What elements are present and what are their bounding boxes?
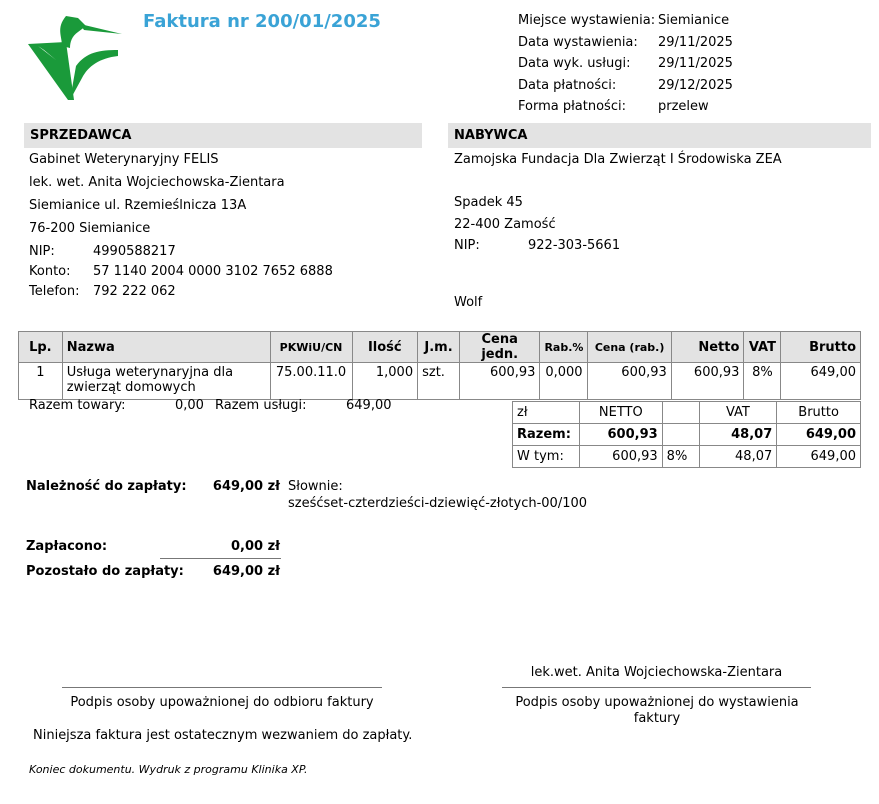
- col-pkwiu: PKWiU/CN: [270, 332, 352, 363]
- cell-unit: szt.: [418, 363, 460, 400]
- seller-nip-label: NIP:: [29, 244, 55, 259]
- issuer-signature-line: [502, 687, 811, 688]
- meta-row: Data wystawienia: 29/11/2025: [518, 34, 733, 50]
- col-price: Cena jedn.: [459, 332, 539, 363]
- col-vat: VAT: [744, 332, 781, 363]
- col-qty: Ilość: [352, 332, 418, 363]
- cell-brutto: 649,00: [781, 363, 861, 400]
- remaining-value: 649,00 zł: [212, 564, 280, 579]
- seller-tel-label: Telefon:: [29, 284, 80, 299]
- summary-total-netto: 600,93: [579, 424, 662, 446]
- final-notice: Niniejsza faktura jest ostatecznym wezwaniem do zapłaty.: [33, 728, 413, 743]
- table-row: [19, 363, 861, 400]
- summary-currency: zł: [513, 402, 580, 424]
- col-brutto: Brutto: [781, 332, 861, 363]
- meta-row: Forma płatności: przelew: [518, 99, 709, 114]
- cell-netto: 600,93: [671, 363, 744, 400]
- summary-h-netto: NETTO: [579, 402, 662, 424]
- issuer-signature-caption: Podpis osoby upoważnionej do wystawienia faktury: [515, 695, 799, 726]
- seller-nip: 4990588217: [93, 244, 176, 259]
- seller-street: Siemianice ul. Rzemieślnicza 13A: [29, 198, 247, 213]
- goods-total-label: Razem towary:: [29, 398, 126, 413]
- summary-wtym-vat: 48,07: [699, 446, 777, 468]
- services-total-label: Razem usługi:: [215, 398, 307, 413]
- divider: [160, 558, 281, 559]
- summary-total-row: [513, 424, 861, 446]
- seller-person: lek. wet. Anita Wojciechowska-Zientara: [29, 175, 285, 190]
- receiver-signature-caption: Podpis osoby upoważnionej do odbioru faktury: [70, 695, 374, 710]
- buyer-extra: Wolf: [454, 295, 483, 310]
- words-value: sześćset-czterdzieści-dziewięć-złotych-00/100: [288, 496, 588, 511]
- paid-value: 0,00 zł: [231, 539, 280, 554]
- goods-total-value: 0,00: [175, 398, 204, 413]
- summary-total-label: Razem:: [513, 424, 580, 446]
- seller-name: Gabinet Weterynaryjny FELIS: [29, 152, 219, 167]
- receiver-signature-line: [62, 687, 382, 688]
- buyer-block: [454, 152, 864, 312]
- cell-lp: 1: [19, 363, 63, 400]
- summary-total-brutto: 649,00: [777, 424, 861, 446]
- clinic-logo: [26, 16, 122, 104]
- buyer-name: Zamojska Fundacja Dla Zwierząt I Środowiska ZEA: [454, 152, 782, 167]
- summary-wtym-label: W tym:: [513, 446, 580, 468]
- seller-city: 76-200 Siemianice: [29, 221, 151, 236]
- buyer-city: 22-400 Zamość: [454, 217, 556, 232]
- seller-tel: 792 222 062: [93, 284, 176, 299]
- summary-wtym-row: [513, 446, 861, 468]
- buyer-nip: 922-303-5661: [528, 238, 621, 253]
- seller-header: SPRZEDAWCA: [24, 123, 422, 148]
- invoice-title: Faktura nr 200/01/2025: [143, 11, 381, 32]
- items-table: [18, 331, 861, 400]
- cell-qty: 1,000: [352, 363, 418, 400]
- col-unit: J.m.: [418, 332, 460, 363]
- vat-summary-table: [512, 401, 861, 468]
- buyer-header: NABYWCA: [448, 123, 871, 148]
- words-label: Słownie:: [288, 479, 343, 494]
- remaining-label: Pozostało do zapłaty:: [26, 564, 184, 579]
- summary-wtym-netto: 600,93: [579, 446, 662, 468]
- due-label: Należność do zapłaty:: [26, 479, 187, 494]
- cell-price: 600,93: [459, 363, 539, 400]
- document-footer: Koniec dokumentu. Wydruk z programu Klinika XP.: [29, 763, 308, 776]
- seller-block: [29, 152, 419, 302]
- summary-header-row: [513, 402, 861, 424]
- meta-row: Data płatności: 29/12/2025: [518, 77, 733, 93]
- col-netto: Netto: [671, 332, 744, 363]
- seller-konto-label: Konto:: [29, 264, 71, 279]
- due-value: 649,00 zł: [212, 479, 280, 494]
- col-price-disc: Cena (rab.): [588, 332, 671, 363]
- buyer-street: Spadek 45: [454, 195, 523, 210]
- cell-discount: 0,000: [540, 363, 588, 400]
- cell-vat: 8%: [744, 363, 781, 400]
- items-header-row: [19, 332, 861, 363]
- paid-label: Zapłacono:: [26, 539, 108, 554]
- cell-pkwiu: 75.00.11.0: [270, 363, 352, 400]
- buyer-nip-label: NIP:: [454, 238, 480, 253]
- summary-h-brutto: Brutto: [777, 402, 861, 424]
- services-total-value: 649,00: [346, 398, 392, 413]
- col-discount: Rab.%: [540, 332, 588, 363]
- summary-h-vat: VAT: [699, 402, 777, 424]
- meta-row: Miejsce wystawienia: Siemianice: [518, 13, 730, 28]
- meta-row: Data wyk. usługi: 29/11/2025: [518, 56, 733, 71]
- col-lp: Lp.: [19, 332, 63, 363]
- col-name: Nazwa: [62, 332, 270, 363]
- seller-konto: 57 1140 2004 0000 3102 7652 6888: [93, 264, 333, 279]
- summary-wtym-rate: 8%: [662, 446, 699, 468]
- summary-wtym-brutto: 649,00: [777, 446, 861, 468]
- cell-name: Usługa weterynaryjna dla zwierząt domowych: [62, 363, 270, 400]
- issuer-name: lek.wet. Anita Wojciechowska-Zientara: [530, 665, 783, 680]
- invoice-meta: [518, 10, 733, 118]
- cell-price-disc: 600,93: [588, 363, 671, 400]
- summary-total-vat: 48,07: [699, 424, 777, 446]
